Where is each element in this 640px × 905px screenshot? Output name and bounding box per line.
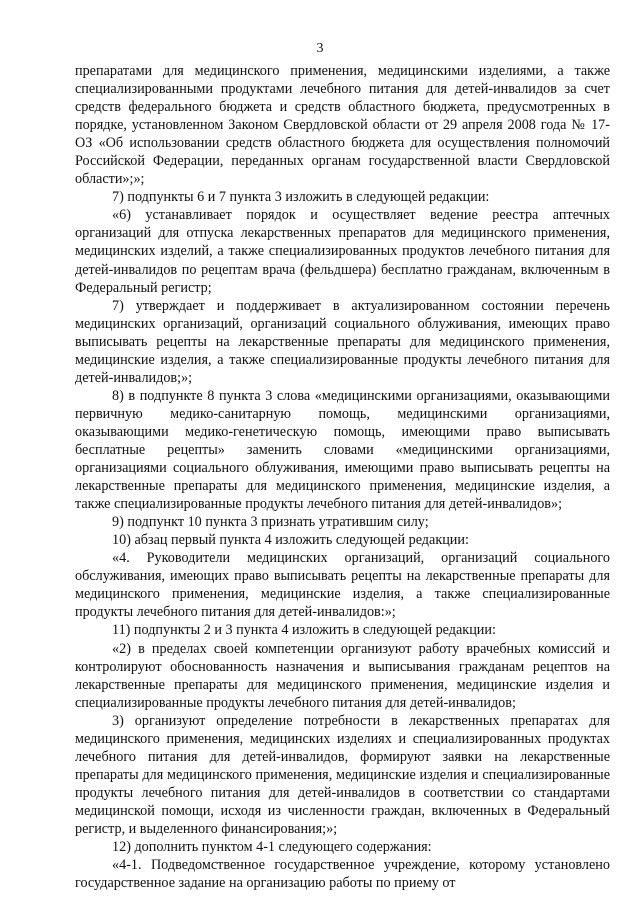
document-body <box>75 62 610 892</box>
paragraph-item-10: 10) абзац первый пункта 4 изложить следующей редакции: <box>112 532 469 549</box>
paragraph-point-4-1: «4-1. Подведомственное государственное учреждение, которому установлено государственное задание на организацию работы по приему от <box>75 857 610 892</box>
page-number: 3 <box>316 41 324 56</box>
paragraph-item-8: 8) в подпункте 8 пункта 3 слова «медицинскими организациями, оказывающими первичную медико-санитарную помощь, медицинскими организациями, оказывающими медико-генетическую помощь, имеющими право выписывать бесплатные рецепты» заменить словами «медицинскими организациями, организациями социального облуживания, имеющими право выписывать рецепты на лекарственные препараты для медицинского применения, медицинские изделия, а также специализированные продукты лечебного питания для детей-инвалидов»; <box>75 387 610 513</box>
paragraph-subitem-7: 7) утверждает и поддерживает в актуализированном состоянии перечень медицинских организаций, организаций социального облуживания, имеющих право выписывать рецепты на лекарственные препараты для медицинского применения, медицинские изделия, а также специализированные продукты лечебного питания для детей-инвалидов;»; <box>75 297 610 386</box>
paragraph-point-4: «4. Руководители медицинских организаций, организаций социального обслуживания, имеющих право выписывать рецепты на лекарственные препараты для медицинского применения, медицинские изделия, а также специализированные продукты лечебного питания для детей-инвалидов:»; <box>75 550 610 621</box>
paragraph-subitem-6: «6) устанавливает порядок и осуществляет ведение реестра аптечных организаций для отпуска лекарственных препаратов для медицинского применения, медицинских изделий, а также специализированных продуктов лечебного питания для детей-инвалидов по рецептам врача (фельдшера) бесплатно гражданам, включенным в Федеральный регистр; <box>75 207 610 296</box>
paragraph-subitem-2: «2) в пределах своей компетенции организуют работу врачебных комиссий и контролируют обоснованность назначения и выписывания гражданам рецептов на лекарственные препараты для медицинского применения, медицинские изделия и специализированные продукты лечебного питания для детей-инвалидов; <box>75 640 610 711</box>
paragraph-item-9: 9) подпункт 10 пункта 3 признать утратившим силу; <box>112 514 429 531</box>
paragraph-continuation: препаратами для медицинского применения, медицинскими изделиями, а также специализированными продуктами лечебного питания для детей-инвалидов за счет средств федерального бюджета и средств областного бюджета, предусмотренных в порядке, установленном Законом Свердловской области от 29 апреля 2008 года № 17-ОЗ «Об использовании средств областного бюджета для осуществления полномочий Российской Федерации, переданных органам государственной власти Свердловской области»;»; <box>75 63 610 188</box>
paragraph-subitem-3: 3) организуют определение потребности в лекарственных препаратах для медицинского применения, медицинских изделиях и специализированных продуктах лечебного питания для детей-инвалидов, формируют заявки на лекарственные препараты для медицинского применения, медицинские изделия и специализированные продукты лечебного питания для детей-инвалидов в соответствии со стандартами медицинской помощи, исходя из численности граждан, включенных в Федеральный регистр, и выделенного финансирования;»; <box>75 712 610 837</box>
paragraph-item-12: 12) дополнить пунктом 4-1 следующего содержания: <box>112 839 432 856</box>
paragraph-item-11: 11) подпункты 2 и 3 пункта 4 изложить в следующей редакции: <box>112 622 496 639</box>
paragraph-item-7: 7) подпункты 6 и 7 пункта 3 изложить в следующей редакции: <box>112 189 490 206</box>
